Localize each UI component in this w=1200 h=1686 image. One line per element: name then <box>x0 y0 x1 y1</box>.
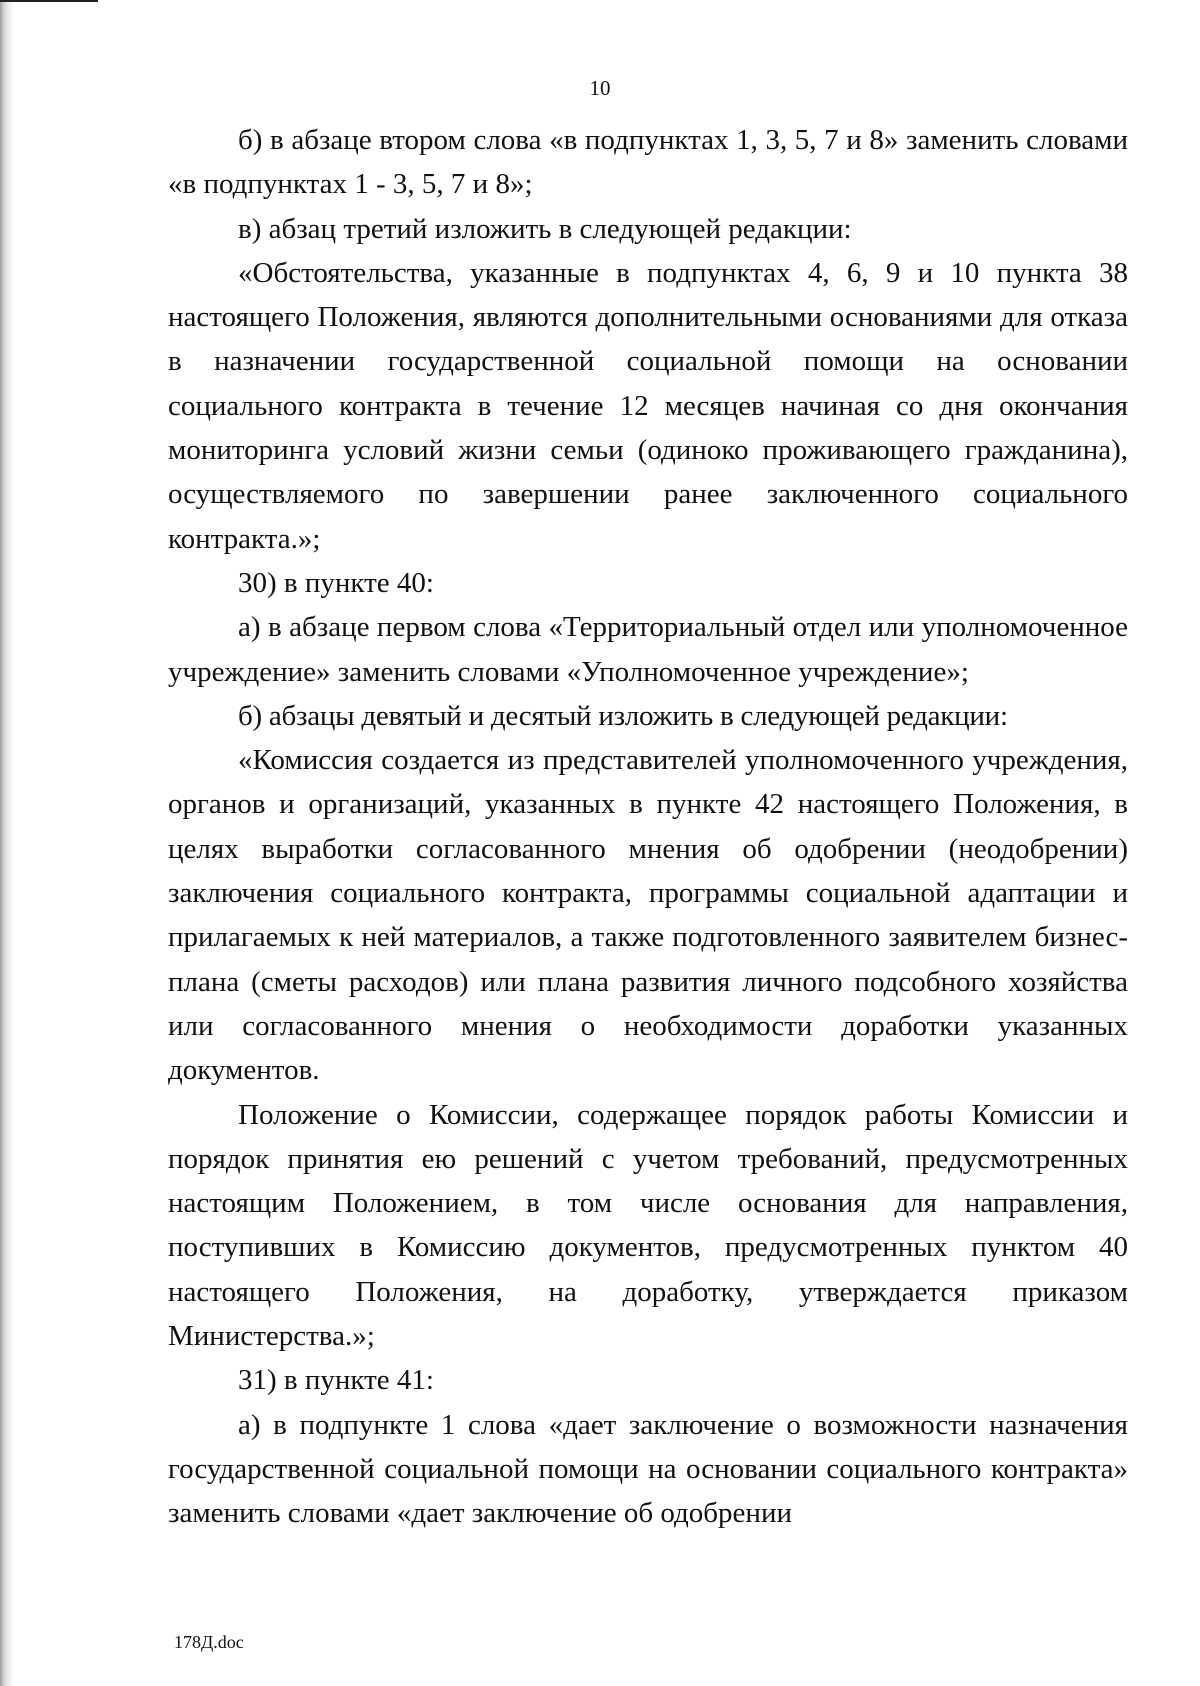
paragraph: б) в абзаце втором слова «в подпунктах 1, 3, 5, 7 и 8» заменить словами «в подпунктах 1 - 3, 5, 7 и 8»; <box>168 124 1128 201</box>
paragraph: 31) в пункте 41: <box>238 1364 434 1397</box>
paragraph: 30) в пункте 40: <box>238 566 434 599</box>
page-number: 10 <box>589 76 611 100</box>
paragraph: б) абзацы девятый и десятый изложить в следующей редакции: <box>238 699 1008 732</box>
paragraph: в) абзац третий изложить в следующей редакции: <box>238 212 852 245</box>
scan-edge <box>0 0 14 1686</box>
paragraph: «Комиссия создается из представителей уполномоченного учреждения, органов и организаций, указанных в пункте 42 настоящего Положения, в целях выработки согласованного мнения об одобрении (неодобрении) заключения социального контракта, программы социальной адаптации и прилагаемых к ней материалов, а также подготовленного заявителем бизнес-плана (сметы расходов) или плана развития личного подсобного хозяйства или согласованного мнения о необходимости доработки указанных документов. <box>168 744 1128 1087</box>
paragraph: а) в абзаце первом слова «Территориальный отдел или уполномоченное учреждение» заменить словами «Уполномоченное учреждение»; <box>168 611 1128 688</box>
corner-line <box>0 0 98 2</box>
paragraph: «Обстоятельства, указанные в подпунктах 4, 6, 9 и 10 пункта 38 настоящего Положения, являются дополнительными основаниями для отказа в назначении государственной социальной помощи на основании социального контракта в течение 12 месяцев начиная со дня окончания мониторинга условий жизни семьи (одиноко проживающего гражданина), осуществляемого по завершении ранее заключенного социального контракта.»; <box>168 256 1128 555</box>
footer-filename: 178Д.doc <box>174 1632 244 1652</box>
paragraph: а) в подпункте 1 слова «дает заключение о возможности назначения государственной социальной помощи на основании социального контракта» заменить словами «дает заключение об одобрении <box>168 1408 1128 1530</box>
document-body <box>168 118 1128 1536</box>
paragraph: Положение о Комиссии, содержащее порядок работы Комиссии и порядок принятия ею решений с учетом требований, предусмотренных настоящим Положением, в том числе основания для направления, поступивших в Комиссию документов, предусмотренных пунктом 40 настоящего Положения, на доработку, утверждается приказом Министерства.»; <box>168 1098 1128 1353</box>
